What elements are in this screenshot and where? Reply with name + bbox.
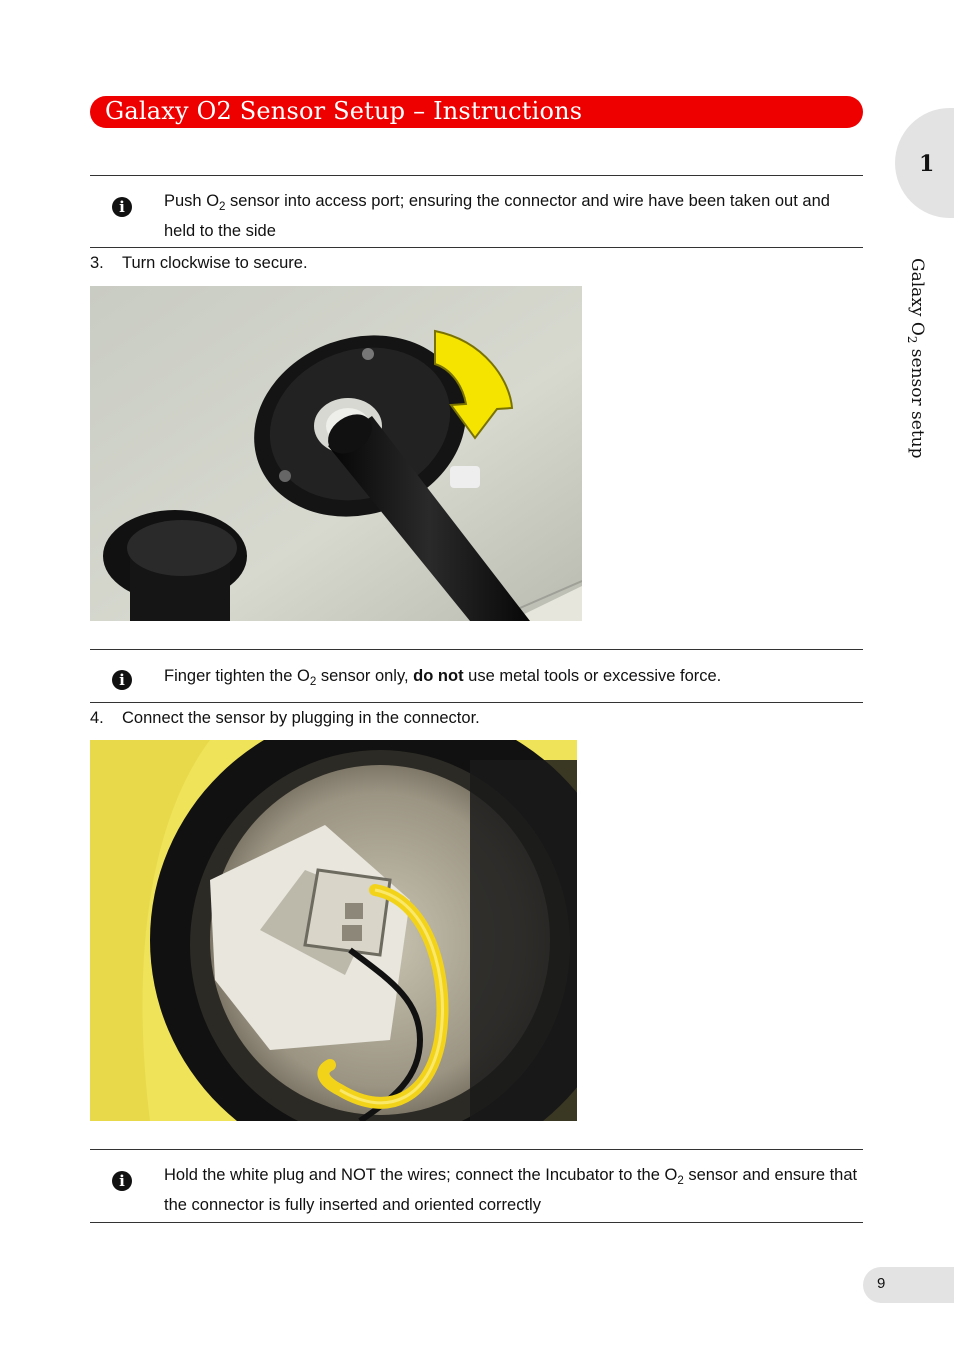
o2-sensor-rotation-photo [90, 286, 582, 621]
side-label-suffix: sensor setup [907, 343, 927, 459]
section-header-bar [90, 96, 863, 128]
note-2-text [164, 664, 859, 694]
side-label-subscript: 2 [904, 335, 919, 344]
note-3-subscript: 2 [677, 1175, 684, 1188]
step-3 [90, 253, 308, 273]
page-number: 9 [877, 1275, 886, 1292]
info-icon: i [112, 197, 132, 217]
note-2-part: sensor only, [316, 667, 414, 685]
note-1-text [164, 189, 859, 243]
step-text: Connect the sensor by plugging in the connector. [122, 709, 480, 727]
side-label-prefix: Galaxy O [907, 258, 927, 336]
step-4 [90, 708, 480, 728]
chapter-tab [895, 108, 954, 218]
step-text: Turn clockwise to secure. [122, 254, 308, 272]
note-2-emphasis: do not [413, 667, 464, 685]
note-1-part: sensor into access port; ensuring the connector and wire have been taken out and held to the side [164, 192, 830, 241]
note-1-part: Push O [164, 192, 220, 210]
note-3-part: sensor and ensure that the connector is fully inserted and oriented correctly [164, 1166, 858, 1215]
info-note-2 [90, 649, 863, 703]
note-1-subscript: 2 [219, 201, 226, 214]
sensor-rotation-illustration [90, 286, 582, 621]
page-number-tab [863, 1267, 954, 1303]
page-title: Galaxy O2 Sensor Setup – Instructions [105, 97, 583, 125]
note-2-subscript: 2 [309, 676, 317, 689]
info-note-3 [90, 1149, 863, 1223]
chapter-number: 1 [919, 151, 935, 177]
info-note-1 [90, 175, 863, 248]
connector-illustration [90, 740, 577, 1121]
info-icon: i [112, 670, 132, 690]
note-2-part: use metal tools or excessive force. [463, 667, 722, 685]
info-icon: i [112, 1171, 132, 1191]
note-3-text [164, 1163, 859, 1217]
step-number: 3. [90, 254, 104, 272]
sensor-connector-photo [90, 740, 577, 1121]
note-2-part: Finger tighten the O [164, 667, 310, 685]
chapter-side-label [905, 258, 927, 488]
step-number: 4. [90, 709, 104, 727]
note-3-part: Hold the white plug and NOT the wires; connect the Incubator to the O [164, 1166, 678, 1184]
